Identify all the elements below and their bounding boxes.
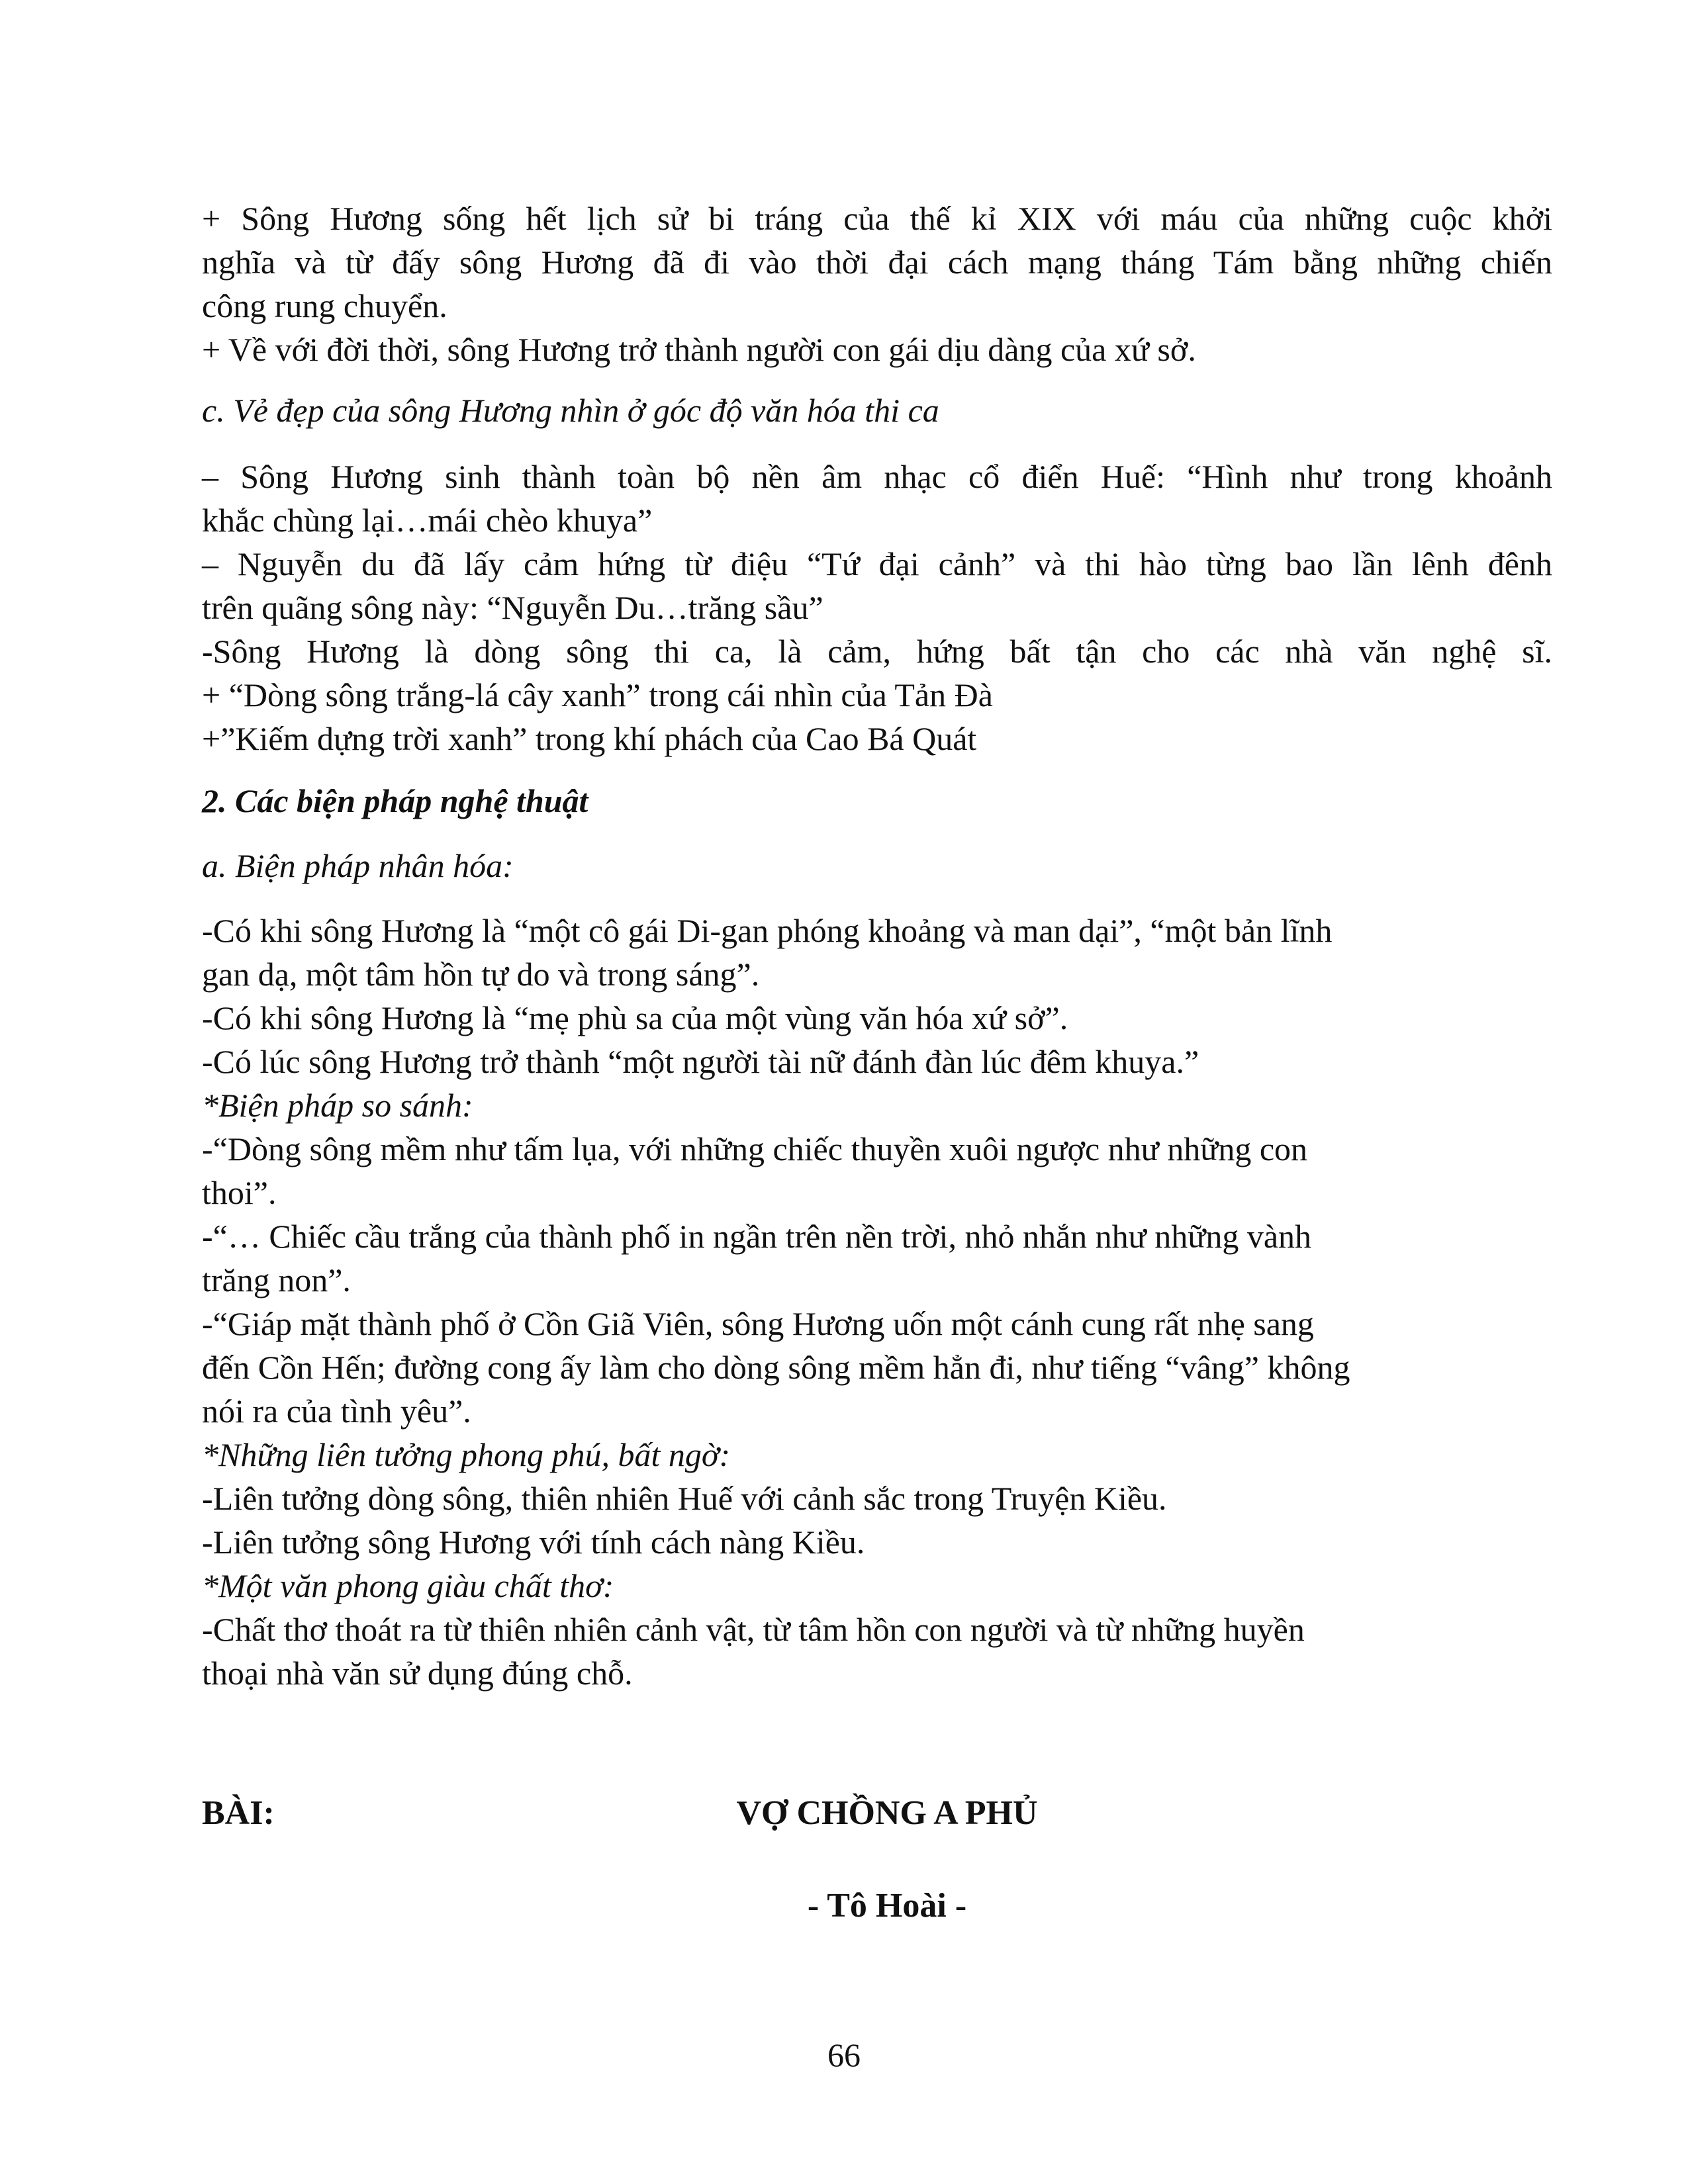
section-heading: c. Vẻ đẹp của sông Hương nhìn ở góc độ văn hóa thi ca (202, 392, 939, 429)
text-line: -“… Chiếc cầu trắng của thành phố in ngần trên nền trời, nhỏ nhắn như những vành (202, 1218, 1312, 1255)
text-line: -Sông Hương là dòng sông thi ca, là cảm, hứng bất tận cho các nhà văn nghệ sĩ. (202, 633, 1552, 670)
text-line: +”Kiếm dựng trời xanh” trong khí phách của Cao Bá Quát (202, 720, 977, 757)
text-line: + “Dòng sông trắng-lá cây xanh” trong cái nhìn của Tản Đà (202, 676, 993, 713)
text-line: thoại nhà văn sử dụng đúng chỗ. (202, 1655, 633, 1692)
subsection-heading: *Những liên tưởng phong phú, bất ngờ: (202, 1436, 731, 1473)
text-line: nói ra của tình yêu”. (202, 1392, 471, 1430)
section-heading: 2. Các biện pháp nghệ thuật (202, 782, 588, 819)
text-line: -Liên tưởng dòng sông, thiên nhiên Huế với cảnh sắc trong Truyện Kiều. (202, 1480, 1167, 1517)
text-line: đến Cồn Hến; đường cong ấy làm cho dòng sông mềm hẳn đi, như tiếng “vâng” không (202, 1349, 1350, 1386)
text-line: -Có khi sông Hương là “mẹ phù sa của một vùng văn hóa xứ sở”. (202, 999, 1068, 1036)
text-line: công rung chuyển. (202, 287, 447, 324)
text-line: -“Giáp mặt thành phố ở Cồn Giã Viên, sông Hương uốn một cánh cung rất nhẹ sang (202, 1305, 1314, 1342)
text-line: + Sông Hương sống hết lịch sử bi tráng của thế kỉ XIX với máu của những cuộc khởi (202, 200, 1552, 237)
text-line: khắc chùng lại…mái chèo khuya” (202, 502, 653, 539)
text-line: -Chất thơ thoát ra từ thiên nhiên cảnh vật, từ tâm hồn con người và từ những huyền (202, 1611, 1305, 1648)
text-line: nghĩa và từ đấy sông Hương đã đi vào thời đại cách mạng tháng Tám bằng những chiến (202, 244, 1552, 281)
text-line: + Về với đời thời, sông Hương trở thành người con gái dịu dàng của xứ sở. (202, 331, 1196, 368)
text-line: -“Dòng sông mềm như tấm lụa, với những chiếc thuyền xuôi ngược như những con (202, 1130, 1308, 1167)
subsection-heading: *Một văn phong giàu chất thơ: (202, 1567, 614, 1604)
text-line: – Sông Hương sinh thành toàn bộ nền âm nhạc cổ điển Huế: “Hình như trong khoảnh (202, 458, 1552, 495)
text-line: trên quãng sông này: “Nguyễn Du…trăng sầu” (202, 589, 823, 626)
text-line: -Liên tưởng sông Hương với tính cách nàng Kiều. (202, 1524, 865, 1561)
text-line: gan dạ, một tâm hồn tự do và trong sáng”. (202, 956, 760, 993)
subsection-heading: *Biện pháp so sánh: (202, 1087, 473, 1124)
lesson-label: BÀI: (202, 1794, 275, 1832)
text-line: – Nguyễn du đã lấy cảm hứng từ điệu “Tứ đại cảnh” và thi hào từng bao lần lênh đênh (202, 545, 1552, 582)
text-line: thoi”. (202, 1174, 277, 1211)
text-line: trăng non”. (202, 1261, 351, 1298)
lesson-author: - Tô Hoài - (807, 1887, 967, 1925)
page-number: 66 (827, 2036, 861, 2073)
text-line: -Có khi sông Hương là “một cô gái Di-gan phóng khoảng và man dại”, “một bản lĩnh (202, 912, 1333, 949)
lesson-title: VỢ CHỒNG A PHỦ (736, 1794, 1038, 1832)
text-line: -Có lúc sông Hương trở thành “một người tài nữ đánh đàn lúc đêm khuya.” (202, 1043, 1199, 1080)
subsection-heading: a. Biện pháp nhân hóa: (202, 847, 514, 884)
